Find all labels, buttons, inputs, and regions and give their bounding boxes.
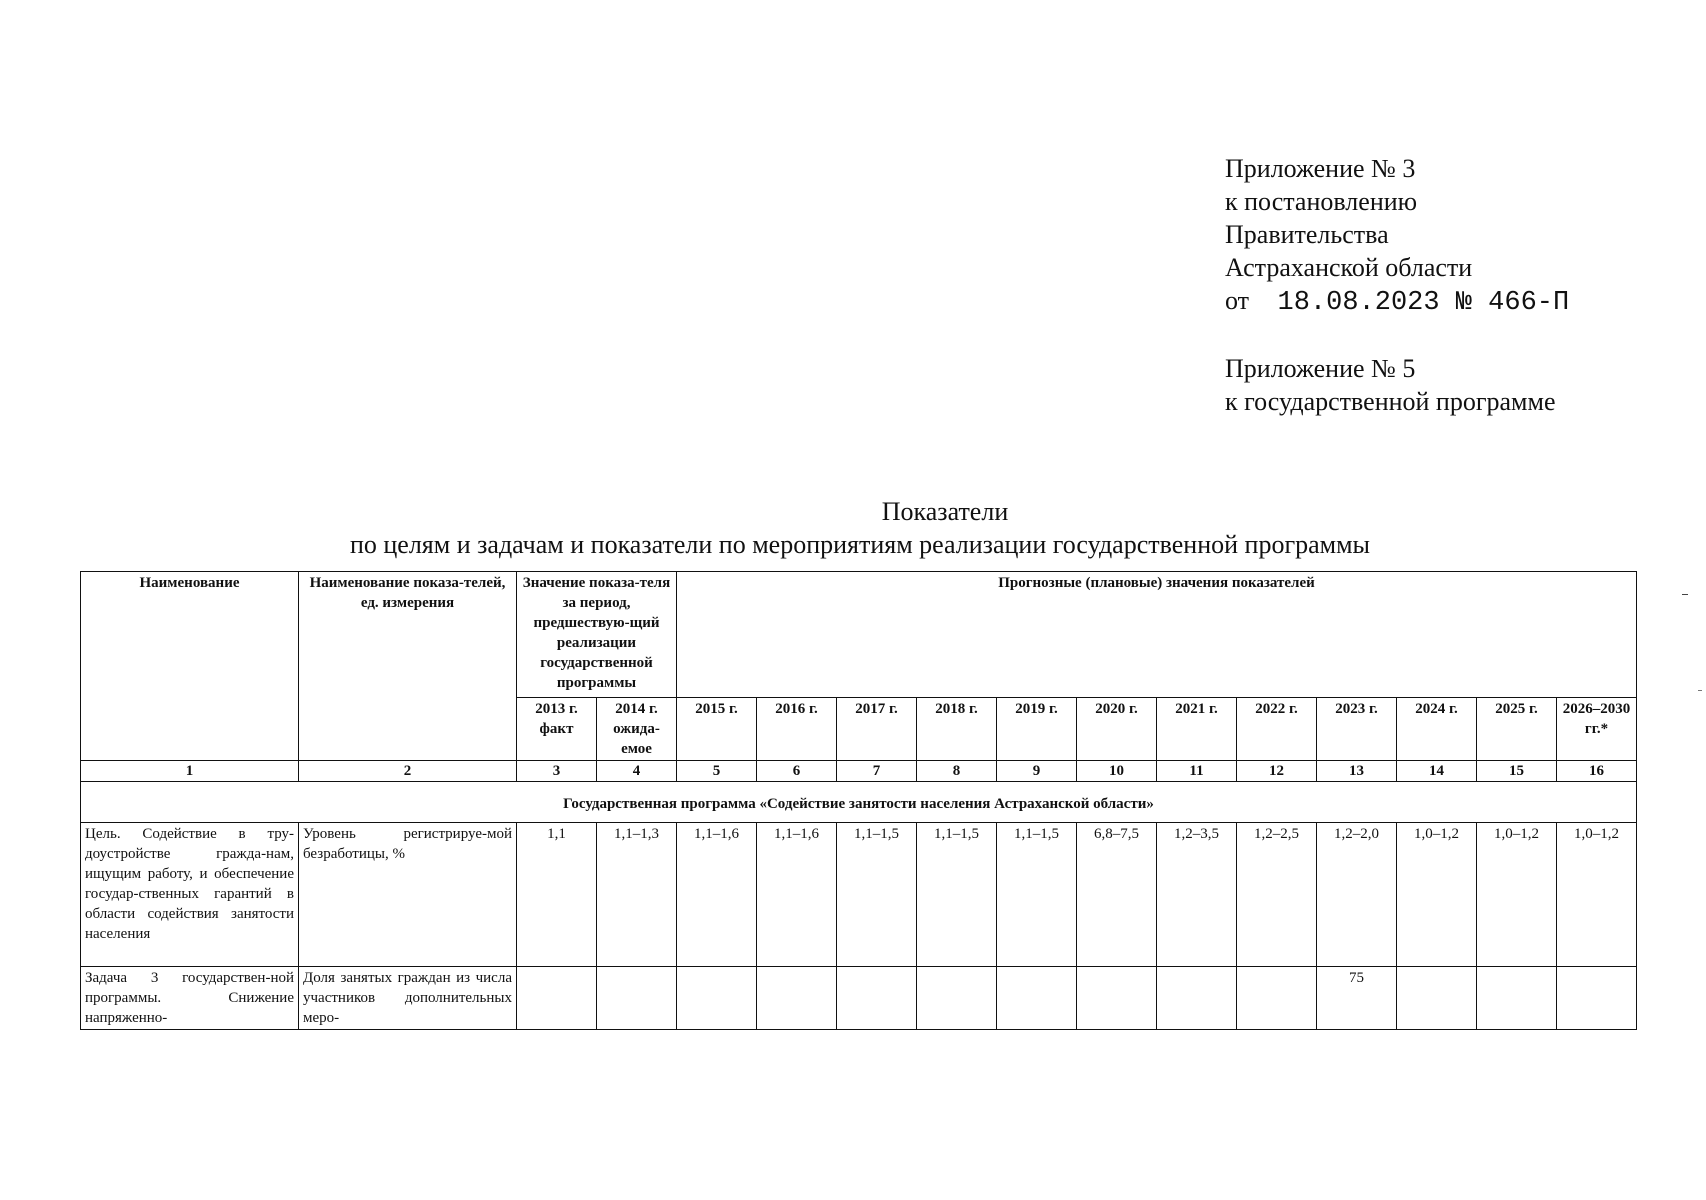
indicators-table bbox=[80, 571, 1637, 1030]
scan-mark bbox=[1698, 690, 1702, 691]
document-title bbox=[80, 495, 1640, 561]
program-title: Государственная программа «Содействие занятости населения Астраханской области» bbox=[81, 782, 1637, 823]
column-numbers-row bbox=[81, 761, 1637, 782]
title-line-2: по целям и задачам и показатели по мероприятиям реализации государственной программы bbox=[349, 530, 1371, 559]
column-number: 7 bbox=[837, 761, 917, 782]
row-value: 1,2–2,0 bbox=[1317, 823, 1397, 967]
header-year: 2018 г. bbox=[917, 698, 997, 761]
title-line-1: Показатели bbox=[881, 497, 1009, 526]
column-number: 12 bbox=[1237, 761, 1317, 782]
header-year: 2024 г. bbox=[1397, 698, 1477, 761]
row-value: 1,1–1,3 bbox=[597, 823, 677, 967]
row-value bbox=[597, 967, 677, 1030]
column-number: 9 bbox=[997, 761, 1077, 782]
header-year: 2020 г. bbox=[1077, 698, 1157, 761]
column-number: 2 bbox=[299, 761, 517, 782]
sub-appendix-line: Приложение № 5 bbox=[1225, 354, 1416, 383]
header-row bbox=[81, 572, 1637, 698]
date-prefix: от bbox=[1225, 286, 1250, 315]
scan-mark bbox=[1682, 594, 1688, 595]
row-value bbox=[1237, 967, 1317, 1030]
column-number: 8 bbox=[917, 761, 997, 782]
row-indicator: Доля занятых граждан из числа участников дополнительных меро- bbox=[299, 967, 517, 1030]
header-name: Наименование bbox=[81, 572, 299, 761]
row-value: 1,1–1,5 bbox=[837, 823, 917, 967]
appendix-line: Астраханской области bbox=[1225, 253, 1473, 282]
appendix-line: к постановлению bbox=[1225, 187, 1418, 216]
row-value: 1,1–1,6 bbox=[677, 823, 757, 967]
row-value bbox=[517, 967, 597, 1030]
column-number: 16 bbox=[1557, 761, 1637, 782]
header-year: 2023 г. bbox=[1317, 698, 1397, 761]
program-row bbox=[81, 782, 1637, 823]
row-value bbox=[917, 967, 997, 1030]
row-value bbox=[837, 967, 917, 1030]
row-value: 1,0–1,2 bbox=[1477, 823, 1557, 967]
header-year: 2019 г. bbox=[997, 698, 1077, 761]
header-year: 2015 г. bbox=[677, 698, 757, 761]
row-value: 1,2–3,5 bbox=[1157, 823, 1237, 967]
row-value: 1,0–1,2 bbox=[1557, 823, 1637, 967]
column-number: 6 bbox=[757, 761, 837, 782]
column-number: 1 bbox=[81, 761, 299, 782]
row-value: 1,1–1,5 bbox=[997, 823, 1077, 967]
appendix-line: Приложение № 3 bbox=[1225, 154, 1416, 183]
appendix-line: Правительства bbox=[1225, 220, 1389, 249]
header-year: 2017 г. bbox=[837, 698, 917, 761]
row-value: 6,8–7,5 bbox=[1077, 823, 1157, 967]
header-year: 2021 г. bbox=[1157, 698, 1237, 761]
column-number: 14 bbox=[1397, 761, 1477, 782]
column-number: 5 bbox=[677, 761, 757, 782]
table-row bbox=[81, 967, 1637, 1030]
row-name: Цель. Содействие в тру-доустройстве гражда-нам, ищущим работу, и обеспечение государ-ственных гарантий в области содействия занятости населения bbox=[81, 823, 299, 967]
column-number: 13 bbox=[1317, 761, 1397, 782]
row-value bbox=[1397, 967, 1477, 1030]
row-value bbox=[997, 967, 1077, 1030]
column-number: 15 bbox=[1477, 761, 1557, 782]
table-row bbox=[81, 823, 1637, 967]
row-value bbox=[757, 967, 837, 1030]
row-value bbox=[1157, 967, 1237, 1030]
header-year-2013: 2013 г. факт bbox=[517, 698, 597, 761]
row-value: 1,2–2,5 bbox=[1237, 823, 1317, 967]
header-forecast: Прогнозные (плановые) значения показателей bbox=[677, 572, 1637, 698]
row-value bbox=[1077, 967, 1157, 1030]
date-stamp: 18.08.2023 № 466-П bbox=[1277, 288, 1570, 318]
header-indicator: Наименование показа-телей, ед. измерения bbox=[299, 572, 517, 761]
column-number: 11 bbox=[1157, 761, 1237, 782]
row-value: 1,0–1,2 bbox=[1397, 823, 1477, 967]
row-value bbox=[1477, 967, 1557, 1030]
row-value bbox=[677, 967, 757, 1030]
spacer bbox=[1225, 320, 1569, 352]
row-indicator: Уровень регистрируе-мой безработицы, % bbox=[299, 823, 517, 967]
column-number: 10 bbox=[1077, 761, 1157, 782]
header-year: 2026–2030 гг.* bbox=[1557, 698, 1637, 761]
row-value: 1,1 bbox=[517, 823, 597, 967]
header-year: 2016 г. bbox=[757, 698, 837, 761]
row-value: 75 bbox=[1317, 967, 1397, 1030]
appendix-block bbox=[1225, 152, 1569, 418]
row-value bbox=[1557, 967, 1637, 1030]
appendix-date-line bbox=[1225, 284, 1569, 320]
column-number: 4 bbox=[597, 761, 677, 782]
row-value: 1,1–1,5 bbox=[917, 823, 997, 967]
header-year: 2025 г. bbox=[1477, 698, 1557, 761]
header-year-2014: 2014 г. ожида-емое bbox=[597, 698, 677, 761]
row-value: 1,1–1,6 bbox=[757, 823, 837, 967]
row-name: Задача 3 государствен-ной программы. Снижение напряженно- bbox=[81, 967, 299, 1030]
header-year: 2022 г. bbox=[1237, 698, 1317, 761]
sub-appendix-line: к государственной программе bbox=[1225, 387, 1556, 416]
indicators-table-wrapper bbox=[80, 571, 1637, 1030]
column-number: 3 bbox=[517, 761, 597, 782]
header-prior-period: Значение показа-теля за период, предшествую-щий реализации государственной программы bbox=[517, 572, 677, 698]
